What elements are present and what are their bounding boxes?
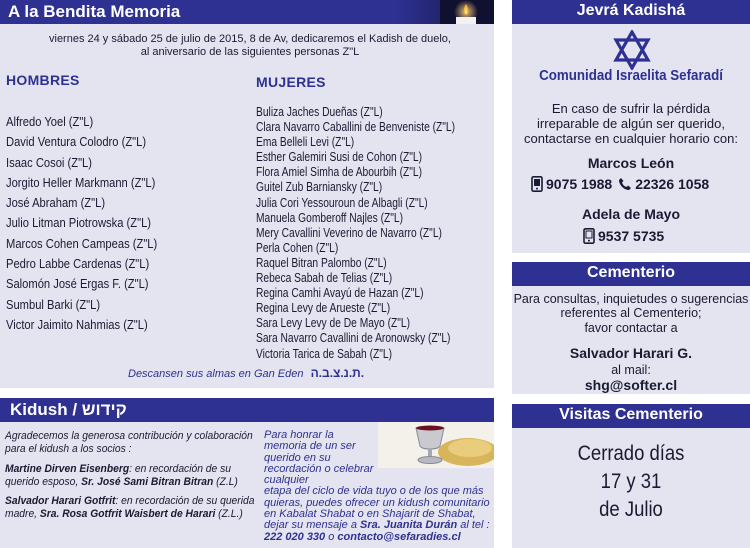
contact-1-mobile[interactable]: 9075 1988 bbox=[546, 176, 613, 192]
contact-2-mobile[interactable]: 9537 5735 bbox=[598, 228, 665, 244]
caso-line-3: contactarse en cualquier horario con: bbox=[524, 130, 738, 146]
landline-phone-icon bbox=[618, 177, 632, 191]
candle-icon bbox=[440, 0, 494, 24]
cementerio-contact-name: Salvador Harari G. bbox=[569, 345, 693, 361]
cementerio-mail-label: al mail: bbox=[611, 363, 651, 377]
cementerio-line-1: Para consultas, inquietudes o sugerencias bbox=[513, 292, 749, 306]
donor-2-text: : en recordación de su querida madre, bbox=[5, 495, 255, 521]
jevra-instructions bbox=[512, 102, 750, 146]
mujer-name-item: Julia Cori Yessouroun de Albagli (Z"L) bbox=[256, 195, 428, 210]
mujer-name-item: Rebeca Sabah de Telias (Z"L) bbox=[256, 271, 393, 286]
mujeres-heading: MUJERES bbox=[256, 74, 326, 90]
descansen-hebrew: ת.נ.צ.ב.ה. bbox=[310, 366, 365, 380]
donor-1-honoree: Sr. José Sami Bitran Bitran bbox=[81, 475, 214, 488]
mujer-name-item: Flora Amiel Simha de Abourbih (Z"L) bbox=[256, 165, 423, 180]
mujer-name-item: Esther Galemiri Susi de Cohon (Z"L) bbox=[256, 150, 422, 165]
mujer-name-item: Sara Levy Levy de De Mayo (Z"L) bbox=[256, 316, 411, 331]
cementerio-line-3: favor contactar a bbox=[584, 320, 678, 335]
caso-line-2: irreparable de algún ser querido, bbox=[537, 115, 725, 131]
cementerio-title: Cementerio bbox=[586, 264, 676, 281]
hombre-name-item: Isaac Cosoi (Z"L) bbox=[6, 154, 92, 170]
mobile-phone-icon bbox=[531, 176, 543, 192]
hombre-name-item: Pedro Labbe Cardenas (Z"L) bbox=[6, 256, 150, 272]
donor-2-suffix: (Z.L.) bbox=[215, 508, 243, 521]
descansen-spanish: Descansen sus almas en Gan Eden bbox=[128, 368, 304, 380]
hombre-name-item: Victor Jaimito Nahmias (Z"L) bbox=[6, 316, 148, 332]
hombre-name-item: Julio Litman Piotrowska (Z"L) bbox=[6, 215, 152, 231]
mujer-name-item: Ema Belleli Levi (Z"L) bbox=[256, 135, 355, 150]
contact-1-phone[interactable]: 22326 1058 bbox=[635, 176, 710, 192]
kidush-title: Kidush / קידוש bbox=[10, 400, 127, 419]
kidush-phone[interactable]: 222 020 330 bbox=[264, 530, 326, 543]
kidush-tel-label: al tel : bbox=[457, 519, 490, 532]
cementerio-line-2: referentes al Cementerio; bbox=[560, 306, 702, 321]
mujer-name-item: Regina Camhi Avayú de Hazan (Z"L) bbox=[256, 286, 424, 301]
comunidad-name: Comunidad Israelita Sefaradí bbox=[539, 68, 723, 84]
mujer-name-item: Sara Navarro Cavallini de Aronowsky (Z"L) bbox=[256, 331, 451, 346]
star-of-david-icon bbox=[612, 30, 652, 70]
mujeres-list bbox=[256, 105, 502, 362]
hombre-name-item: Marcos Cohen Campeas (Z"L) bbox=[6, 235, 158, 251]
visitas-line-2: 17 y 31 bbox=[600, 470, 662, 493]
visitas-header bbox=[512, 404, 750, 428]
jevra-title: Jevrá Kadishá bbox=[576, 2, 686, 19]
kidush-or: o bbox=[325, 530, 338, 543]
mujer-name-item: Guitel Zub Barniansky (Z"L) bbox=[256, 180, 383, 195]
jevra-header bbox=[512, 0, 750, 24]
mujer-name-item: Regina Levy de Arueste (Z"L) bbox=[256, 301, 391, 316]
hombres-list bbox=[6, 112, 230, 335]
donor-2-honoree: Sra. Rosa Gotfrit Waisbert de Harari bbox=[39, 508, 216, 521]
kidush-intro: Agradecemos la generosa contribución y colaboración para el kidush a los socios : bbox=[5, 430, 253, 456]
donor-1-text: : en recordación de su querido esposo, bbox=[5, 462, 231, 488]
mujer-name-item: Mery Cavallini Veverino de Navarro (Z"L) bbox=[256, 225, 442, 240]
kidush-donor-2 bbox=[5, 495, 259, 522]
mujer-name-item: Manuela Gomberoff Najles (Z"L) bbox=[256, 210, 404, 225]
contact-2-name: Adela de Mayo bbox=[581, 206, 681, 222]
hombres-heading: HOMBRES bbox=[6, 72, 80, 88]
mujer-name-item: Victoria Tarica de Sabah (Z"L) bbox=[256, 346, 393, 361]
hombre-name-item: David Ventura Colodro (Z"L) bbox=[6, 134, 147, 150]
mobile-phone-icon bbox=[583, 228, 595, 244]
memoria-intro bbox=[20, 33, 480, 59]
visitas-closed-dates bbox=[526, 440, 735, 524]
visitas-line-1: Cerrado días bbox=[577, 442, 685, 465]
hombre-name-item: Alfredo Yoel (Z"L) bbox=[6, 114, 94, 129]
contact-1-phones bbox=[531, 176, 709, 192]
kidush-donors bbox=[5, 430, 259, 528]
donor-1-name: Martine Dirven Eisenberg bbox=[5, 462, 130, 475]
contact-1-name: Marcos León bbox=[587, 155, 675, 171]
cementerio-header bbox=[512, 262, 750, 286]
memoria-header bbox=[0, 0, 494, 24]
kidush-offer bbox=[264, 430, 492, 543]
kidush-donor-1 bbox=[5, 463, 259, 490]
mujer-name-item: Clara Navarro Caballini de Benveniste (Z"L) bbox=[256, 120, 456, 135]
visitas-line-3: de Julio bbox=[599, 498, 663, 521]
hombre-name-item: Salomón José Ergas F. (Z"L) bbox=[6, 276, 149, 292]
kidush-header bbox=[0, 398, 494, 422]
memoria-title: A la Bendita Memoria bbox=[8, 2, 181, 21]
contact-2-phones bbox=[583, 228, 664, 244]
hombre-name-item: José Abraham (Z"L) bbox=[6, 195, 106, 211]
kidush-offer-text: etapa del ciclo de vida tuyo o de los que más quieras, puedes ofrecer un kidush comunitario en Kabalat Shabat o en Shajarit de Shabat, dejar su mensaje a bbox=[264, 485, 490, 532]
donor-2-name: Salvador Harari Gotfrit bbox=[5, 495, 116, 508]
kidush-offer-intro: Para honrar la memoria de un ser querido en su recordación o celebrar cualquier bbox=[264, 429, 374, 487]
cementerio-email[interactable]: shg@softer.cl bbox=[584, 377, 678, 393]
mujer-name-item: Raquel Bitran Palombo (Z"L) bbox=[256, 255, 387, 270]
cementerio-info bbox=[512, 292, 750, 335]
mujer-name-item: Perla Cohen (Z"L) bbox=[256, 240, 339, 255]
donor-1-suffix: (Z.L) bbox=[213, 475, 238, 488]
caso-line-1: En caso de sufrir la pérdida bbox=[551, 101, 711, 116]
descansen-text bbox=[128, 366, 364, 380]
mujer-name-item: Buliza Jaches Dueñas (Z"L) bbox=[256, 105, 383, 119]
intro-line-2: al aniversario de las siguientes personas Z"L bbox=[140, 46, 360, 58]
visitas-title: Visitas Cementerio bbox=[559, 406, 703, 423]
hombre-name-item: Sumbul Barki (Z"L) bbox=[6, 296, 101, 312]
kidush-contact-name: Sra. Juanita Durán bbox=[360, 519, 458, 532]
hombre-name-item: Jorgito Heller Markmann (Z"L) bbox=[6, 174, 156, 190]
intro-line-1: viernes 24 y sábado 25 de julio de 2015, 8 de Av, dedicaremos el Kadish de duelo, bbox=[49, 33, 451, 45]
kidush-email[interactable]: contacto@sefaradies.cl bbox=[337, 530, 461, 543]
